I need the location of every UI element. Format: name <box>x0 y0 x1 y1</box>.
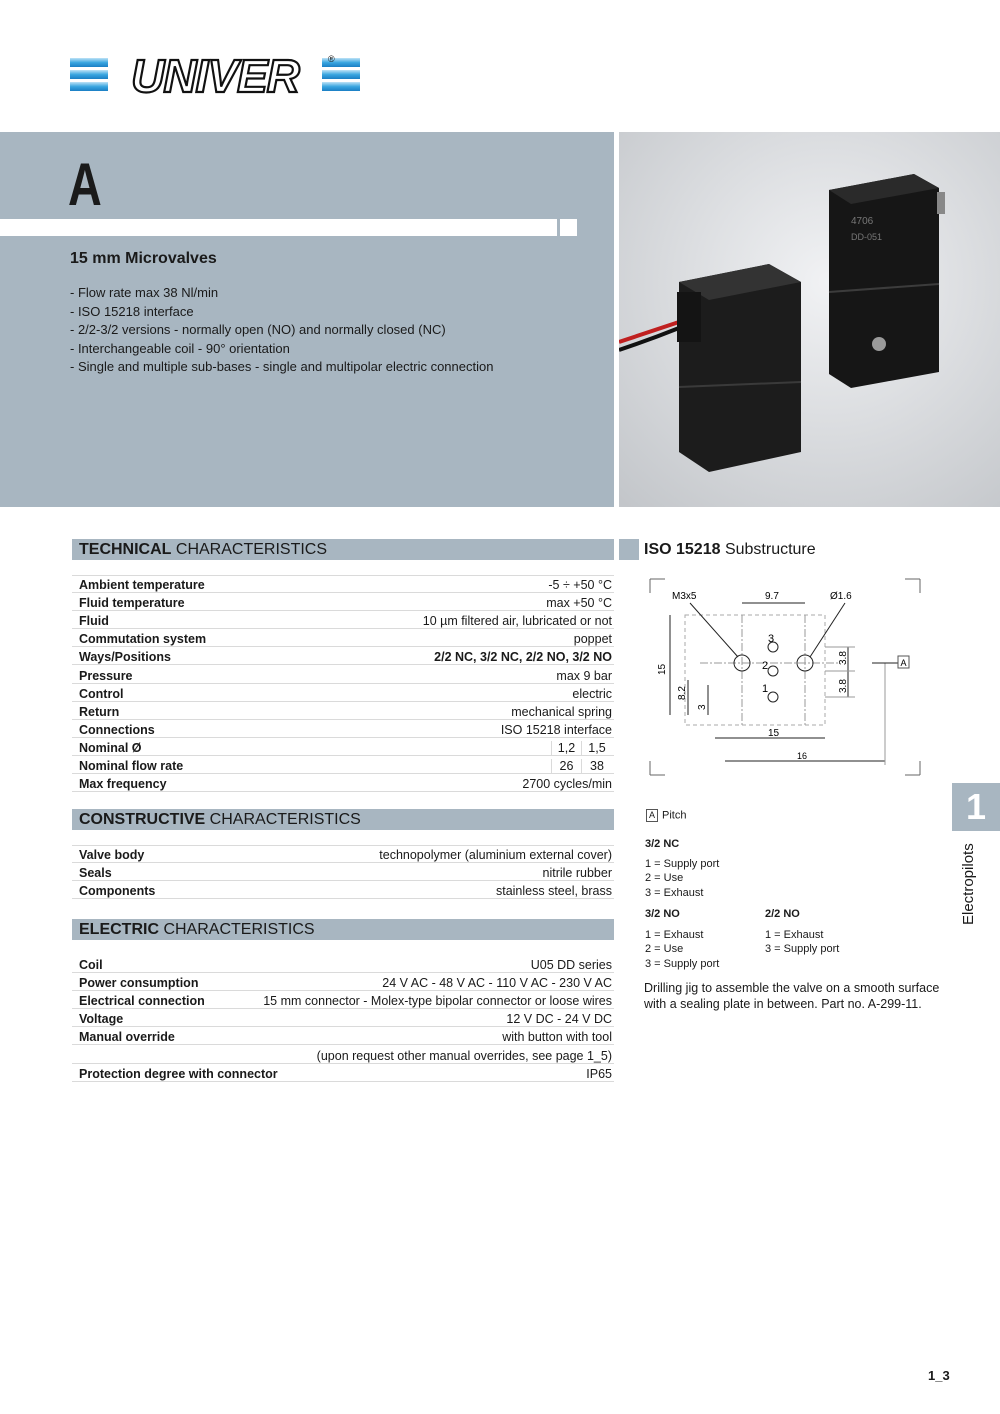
feature-item: - Single and multiple sub-bases - single and multipolar electric connection <box>70 359 494 374</box>
table-row <box>72 1027 614 1045</box>
nc32-ports <box>645 857 719 900</box>
table-row <box>72 863 614 881</box>
no22-ports <box>765 928 839 957</box>
row-label: Commutation system <box>79 632 207 647</box>
technical-header-rest: CHARACTERISTICS <box>171 541 328 558</box>
row-label: Valve body <box>79 848 145 863</box>
port-1-label: 1 <box>762 683 769 695</box>
table-row <box>72 1009 614 1027</box>
row-value: max 9 bar <box>556 668 612 683</box>
width-outer-label: 16 <box>797 751 808 761</box>
electric-table <box>72 955 614 1082</box>
row-label: Ways/Positions <box>79 650 171 665</box>
table-row <box>72 647 614 665</box>
univer-logo <box>70 50 360 100</box>
cell-value: 1,2 <box>551 741 581 755</box>
row-value-cells <box>551 741 612 755</box>
row-value: 12 V DC - 24 V DC <box>506 1012 612 1027</box>
row-value: 15 mm connector - Molex-type bipolar connector or loose wires <box>263 994 612 1009</box>
port-item: 3 = Supply port <box>645 957 720 970</box>
cell-value: 26 <box>551 759 581 773</box>
row-label: Voltage <box>79 1012 124 1027</box>
row-value: 10 µm filtered air, lubricated or not <box>422 614 612 629</box>
row-value: mechanical spring <box>511 704 612 719</box>
port-3-label: 3 <box>768 633 775 645</box>
pitch-legend <box>646 809 686 822</box>
photo-code: 4706 <box>851 216 874 227</box>
row-label: Seals <box>79 866 112 881</box>
row-label: Coil <box>79 958 103 973</box>
row-label: Nominal flow rate <box>79 759 184 774</box>
table-row <box>72 629 614 647</box>
no32-ports <box>645 928 719 971</box>
port-item: 1 = Exhaust <box>645 929 704 941</box>
drilling-jig-note: Drilling jig to assemble the valve on a smooth surface with a sealing plate in between. Part no. A-299-11. <box>644 981 940 1011</box>
row-label: Max frequency <box>79 777 167 792</box>
hero-divider <box>0 219 557 236</box>
technical-table <box>72 575 614 792</box>
iso-header-marker <box>619 539 639 560</box>
port-item: 1 = Supply port <box>645 858 720 870</box>
no22-title: 2/2 NO <box>765 908 800 920</box>
hole-dia-label: Ø1.6 <box>830 591 852 602</box>
port-item: 2 = Use <box>645 872 684 885</box>
registered-mark: ® <box>328 54 335 64</box>
row-value: stainless steel, brass <box>495 884 612 899</box>
row-value: ISO 15218 interface <box>500 722 612 737</box>
hero-divider-square <box>560 219 577 236</box>
table-row <box>72 720 614 738</box>
row-value: technopolymer (aluminium external cover) <box>379 848 612 863</box>
table-row <box>72 1045 614 1063</box>
pitch-dim-label: 9.7 <box>765 591 779 602</box>
table-row <box>72 575 614 593</box>
cell-value: 1,5 <box>581 741 612 755</box>
feature-item: - Interchangeable coil - 90° orientation <box>70 340 290 356</box>
constructive-table <box>72 845 614 899</box>
row-label: Fluid <box>79 614 109 629</box>
row-value: 2/2 NC, 3/2 NC, 2/2 NO, 3/2 NO <box>434 650 612 665</box>
row-label: Control <box>79 686 124 701</box>
row-label: Electrical connection <box>79 994 205 1009</box>
row-label: Ambient temperature <box>79 578 205 593</box>
constructive-header-rest: CHARACTERISTICS <box>205 811 361 828</box>
table-row <box>72 702 614 720</box>
row-value: 24 V AC - 48 V AC - 110 V AC - 230 V AC <box>382 976 612 991</box>
nc32-title: 3/2 NC <box>645 838 680 850</box>
table-row <box>72 593 614 611</box>
technical-header-bold: TECHNICAL <box>79 541 172 558</box>
technical-header <box>72 539 614 560</box>
row-label: Fluid temperature <box>79 596 185 611</box>
pitch-ref-box: A <box>646 809 658 822</box>
series-letter: A <box>68 151 102 218</box>
logo-text: UNIVER <box>131 50 299 100</box>
row-value: max +50 °C <box>546 596 612 611</box>
table-row <box>72 845 614 863</box>
port-2-label: 2 <box>762 660 769 672</box>
row-value: (upon request other manual overrides, see page 1_5) <box>316 1048 612 1063</box>
dim-82-label: 8.2 <box>677 686 688 700</box>
table-row <box>72 973 614 991</box>
product-title: 15 mm Microvalves <box>70 250 217 267</box>
pitch-label: Pitch <box>662 809 687 822</box>
table-row <box>72 991 614 1009</box>
iso-header-bold: ISO 15218 <box>644 541 721 558</box>
table-row <box>72 738 614 756</box>
electric-header <box>72 919 614 940</box>
table-row <box>72 955 614 973</box>
table-row <box>72 756 614 774</box>
thread-label: M3x5 <box>672 591 697 602</box>
row-label: Manual override <box>79 1030 175 1045</box>
dim-38b-label: 3.8 <box>838 679 849 693</box>
table-row <box>72 611 614 629</box>
feature-item: - ISO 15218 interface <box>70 303 194 319</box>
photo-model: DD-051 <box>851 232 883 242</box>
row-value: electric <box>572 686 612 701</box>
row-label: Connections <box>79 722 155 737</box>
constructive-header-bold: CONSTRUCTIVE <box>79 811 206 828</box>
row-value: U05 DD series <box>530 958 612 973</box>
feature-item: - 2/2-3/2 versions - normally open (NO) and normally closed (NC) <box>70 322 446 337</box>
table-row <box>72 1064 614 1082</box>
row-value-cells <box>551 759 612 773</box>
product-photo <box>619 132 1000 507</box>
iso-header-rest: Substructure <box>720 541 816 558</box>
page-number: 1_3 <box>928 1368 950 1383</box>
dim-3-label: 3 <box>697 704 708 710</box>
port-item: 3 = Exhaust <box>645 886 704 899</box>
electric-header-bold: ELECTRIC <box>79 921 159 938</box>
no32-title: 3/2 NO <box>645 908 680 920</box>
table-row <box>72 774 614 792</box>
row-value: -5 ÷ +50 °C <box>548 578 612 593</box>
row-value: with button with tool <box>502 1030 612 1045</box>
height-dim-label: 15 <box>657 663 668 675</box>
chapter-label: Electropilots <box>960 843 977 925</box>
row-label: Components <box>79 884 156 899</box>
constructive-header <box>72 809 614 830</box>
port-item: 3 = Supply port <box>765 943 840 956</box>
row-value: nitrile rubber <box>542 866 612 881</box>
chapter-number: 1 <box>952 783 1000 831</box>
feature-list <box>70 284 493 377</box>
width-inner-label: 15 <box>768 728 780 739</box>
table-row <box>72 881 614 899</box>
electric-header-rest: CHARACTERISTICS <box>159 921 315 938</box>
port-item: 2 = Use <box>645 943 684 956</box>
row-label: Return <box>79 704 120 719</box>
port-item: 1 = Exhaust <box>765 929 824 941</box>
cell-value: 38 <box>581 759 612 773</box>
feature-item: - Flow rate max 38 Nl/min <box>70 285 219 300</box>
row-value: 2700 cycles/min <box>522 777 612 792</box>
row-label: Pressure <box>79 668 133 683</box>
substructure-drawing <box>640 575 930 785</box>
ref-label: A <box>900 658 907 668</box>
table-row <box>72 665 614 683</box>
row-value: IP65 <box>586 1066 612 1081</box>
row-label: Protection degree with connector <box>79 1066 278 1081</box>
dim-38a-label: 3.8 <box>838 651 849 665</box>
iso-header <box>644 539 816 560</box>
table-row <box>72 684 614 702</box>
row-label: Power consumption <box>79 976 199 991</box>
row-value: poppet <box>573 632 612 647</box>
row-label: Nominal Ø <box>79 740 142 755</box>
